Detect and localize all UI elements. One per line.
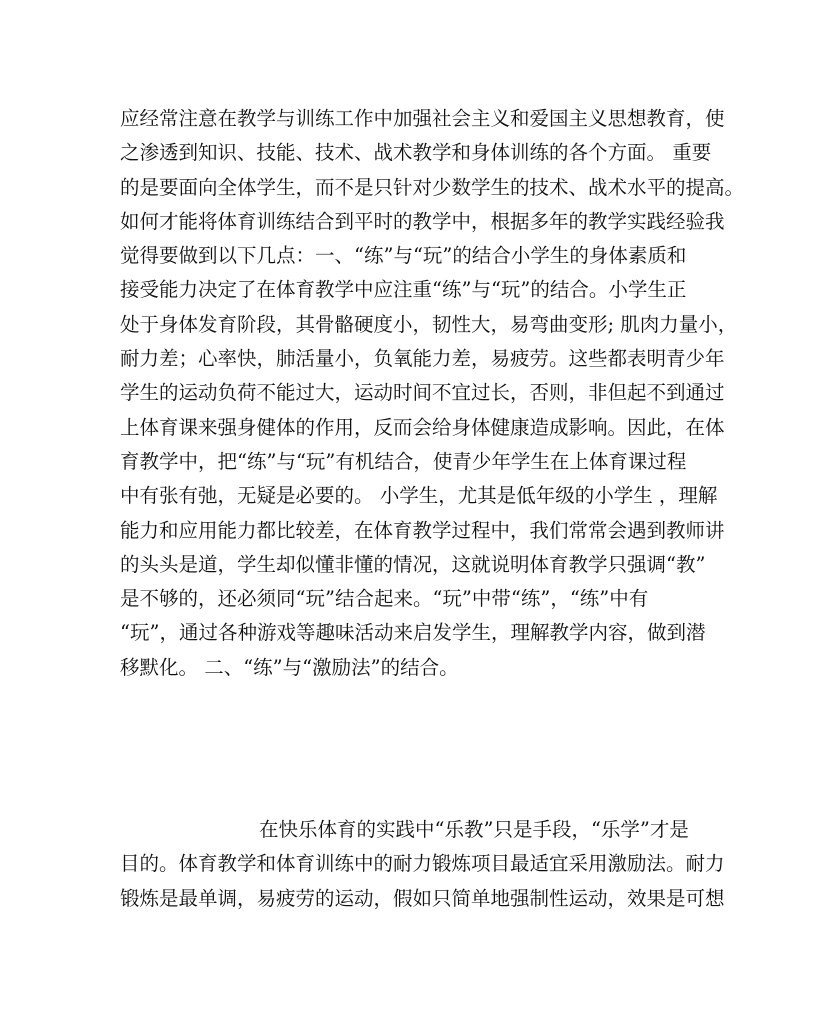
text-line: 上体育课来强身健体的作用，反而会给身体健康造成影响。因此，在体 [120, 415, 725, 439]
text-line: 在快乐体育的实践中“乐教”只是手段，“乐学”才是 [259, 818, 689, 841]
text-line: 耐力差；心率快，肺活量小，负氧能力差，易疲劳。这些都表明青少年 [120, 347, 725, 371]
paragraph-1 [120, 102, 745, 685]
text-line: “玩”，通过各种游戏等趣味活动来启发学生，理解教学内容，做到潜 [120, 621, 706, 645]
text-line: 如何才能将体育训练结合到平时的教学中，根据多年的教学实践经验我 [120, 209, 725, 233]
text-line: 的头头是道，学生却似懂非懂的情况，这就说明体育教学只强调“教” [120, 552, 706, 576]
text-line: 能力和应用能力都比较差，在体育教学过程中，我们常常会遇到教师讲 [120, 518, 725, 542]
text-line: 目的。体育教学和体育训练中的耐力锻炼项目最适宜采用激励法。耐力 [120, 852, 725, 876]
text-line: 处于身体发育阶段，其骨骼硬度小，韧性大，易弯曲变形; 肌肉力量小， [120, 312, 738, 336]
text-line: 之渗透到知识、技能、技术、战术教学和身体训练的各个方面。 重要 [120, 141, 712, 165]
text-line: 应经常注意在教学与训练工作中加强社会主义和爱国主义思想教育，使 [120, 107, 725, 130]
text-line: 接受能力决定了在体育教学中应注重“练”与“玩”的结合。小学生正 [120, 278, 687, 302]
text-line: 锻炼是最单调，易疲劳的运动，假如只简单地强制性运动，效果是可想 [120, 886, 725, 910]
text-line: 觉得要做到以下几点：一、“练”与“玩”的结合小学生的身体素质和 [120, 244, 687, 268]
paragraph-2 [120, 813, 725, 916]
text-line: 中有张有弛，无疑是必要的。 小学生，尤其是低年级的小学生 ，理解 [120, 484, 718, 508]
text-line: 是不够的，还必须同“玩”结合起来。“玩”中带“练”，“练”中有 [120, 587, 649, 611]
text-line: 学生的运动负荷不能过大，运动时间不宜过长，否则，非但起不到通过 [120, 381, 725, 405]
text-line: 移默化。 二、“练”与“激励法”的结合。 [120, 655, 459, 679]
text-line: 育教学中，把“练”与“玩”有机结合，使青少年学生在上体育课过程 [120, 449, 687, 473]
text-line: 的是要面向全体学生，而不是只针对少数学生的技术、战术水平的提高。 [120, 175, 745, 199]
